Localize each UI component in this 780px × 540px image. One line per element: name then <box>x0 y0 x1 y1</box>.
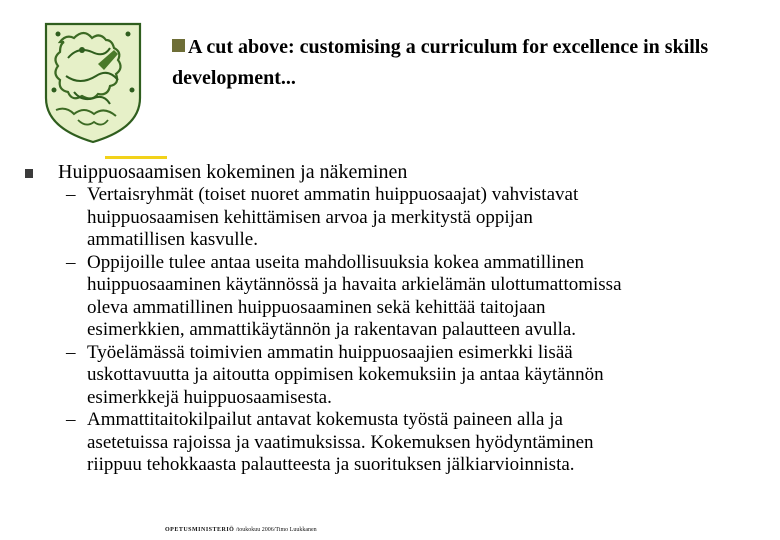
square-bullet-icon <box>172 39 185 52</box>
sub-bullet-list <box>66 184 772 477</box>
coat-of-arms-logo <box>38 20 148 144</box>
lion-emblem-icon <box>38 20 148 144</box>
footer-brand: OPETUSMINISTERIÖ <box>165 527 235 533</box>
item-line: riippuu tehokkaasta palautteesta ja suorituksen jälkiarvioinnista. <box>87 454 575 475</box>
list-item <box>66 341 772 410</box>
item-line: ammatillisen kasvulle. <box>87 229 258 250</box>
dash-bullet: – <box>66 409 76 430</box>
footer-text: /toukokuu 2006/Timo Luukkanen <box>235 527 317 533</box>
slide-title-text: A cut above: customising a curriculum for excellence in skills development... <box>172 36 709 89</box>
item-line: Työelämässä toimivien ammatin huippuosaajien esimerkki lisää <box>87 341 573 363</box>
list-item <box>66 251 772 342</box>
slide-title <box>172 32 772 94</box>
item-line: esimerkkien, ammattikäytännön ja rakentavan palautteen avulla. <box>87 319 577 340</box>
item-line: Oppijoille tulee antaa useita mahdollisuuksia kokea ammatillinen <box>87 251 585 273</box>
item-line: uskottavuutta ja aitoutta oppimisen kokemuksiin ja antaa käytännön <box>87 364 604 385</box>
bullet-heading: Huippuosaamisen kokeminen ja näkeminen <box>58 161 408 183</box>
item-line: huippuosaamisen kehittämisen arvoa ja merkitystä oppijan <box>87 206 533 228</box>
item-line: huippuosaaminen käytännössä ja havaita arkielämän ulottumattomissa <box>87 274 622 295</box>
logo-underline <box>105 156 167 159</box>
item-line: asetetuissa rajoissa ja vaatimuksissa. Kokemuksen hyödyntäminen <box>87 431 594 453</box>
item-line: esimerkkejä huippuosaamisesta. <box>87 386 332 408</box>
dash-bullet: – <box>66 251 76 273</box>
item-line: oleva ammatillinen huippuosaaminen sekä kehittää taitojaan <box>87 296 546 318</box>
list-item <box>66 409 772 477</box>
footer <box>165 526 317 534</box>
dash-bullet: – <box>66 184 76 205</box>
square-bullet-icon <box>25 169 33 178</box>
item-line: Ammattitaitokilpailut antavat kokemusta työstä paineen alla ja <box>87 409 563 430</box>
item-line: Vertaisryhmät (toiset nuoret ammatin huippuosaajat) vahvistavat <box>87 184 579 205</box>
list-item <box>66 184 772 252</box>
dash-bullet: – <box>66 341 76 363</box>
